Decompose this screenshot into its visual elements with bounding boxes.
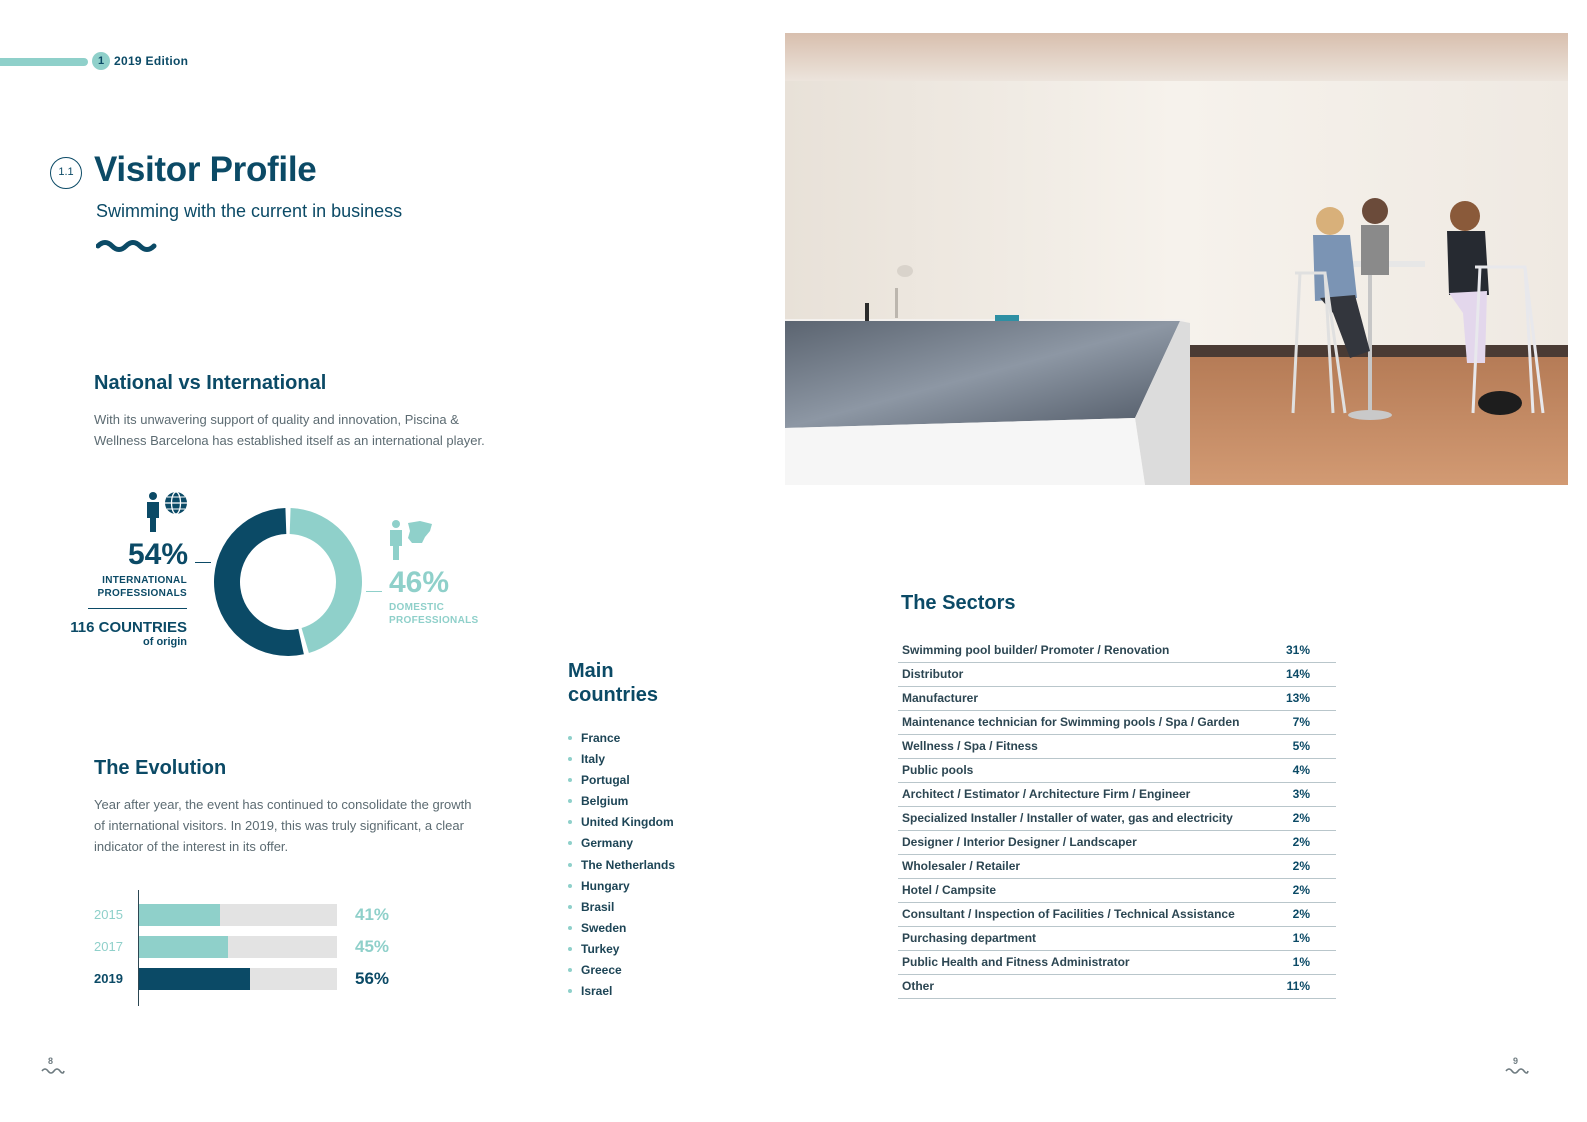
country-item <box>568 855 675 876</box>
bar-percent-label: 56% <box>355 969 390 988</box>
bar-year-label: 2019 <box>94 971 123 986</box>
country-item <box>568 728 675 749</box>
bar-fill <box>139 968 250 990</box>
sector-row <box>898 878 1336 902</box>
bullet-dot-icon <box>568 799 572 803</box>
bullet-dot-icon <box>568 947 572 951</box>
country-name: Hungary <box>581 878 630 893</box>
national-heading: National vs International <box>94 372 327 394</box>
edition-label: 2019 Edition <box>114 54 189 68</box>
wave-icon <box>96 237 158 253</box>
sector-value: 1% <box>1266 926 1336 950</box>
bullet-dot-icon <box>568 884 572 888</box>
sector-value: 2% <box>1266 830 1336 854</box>
bar-year-label: 2015 <box>94 907 123 922</box>
sector-value: 13% <box>1266 686 1336 710</box>
bar-percent-label: 41% <box>355 905 390 924</box>
country-item <box>568 876 675 897</box>
sector-name: Designer / Interior Designer / Landscaper <box>898 830 1266 854</box>
bar-track <box>139 968 337 990</box>
sector-name: Architect / Estimator / Architecture Firm / Engineer <box>898 782 1266 806</box>
evolution-heading: The Evolution <box>94 757 227 779</box>
sector-value: 2% <box>1266 902 1336 926</box>
domestic-percent: 46% <box>389 566 450 599</box>
sector-row <box>898 926 1336 950</box>
country-name: The Netherlands <box>581 857 676 872</box>
national-international-donut <box>212 506 364 658</box>
sector-row <box>898 974 1336 998</box>
country-name: Sweden <box>581 920 627 935</box>
sector-row <box>898 950 1336 974</box>
country-item <box>568 812 675 833</box>
footer-wave-icon-left <box>41 1066 65 1074</box>
sector-value: 14% <box>1266 662 1336 686</box>
sector-value: 2% <box>1266 854 1336 878</box>
country-name: Israel <box>581 984 613 999</box>
country-item <box>568 770 675 791</box>
international-percent: 54% <box>127 538 188 571</box>
sector-name: Hotel / Campsite <box>898 878 1266 902</box>
countries-sub: of origin <box>143 636 187 648</box>
bullet-dot-icon <box>568 736 572 740</box>
country-item <box>568 960 675 981</box>
sector-value: 7% <box>1266 710 1336 734</box>
sector-row <box>898 686 1336 710</box>
page-number-left: 8 <box>48 1056 54 1066</box>
countries-divider <box>88 608 187 609</box>
sector-value: 4% <box>1266 758 1336 782</box>
edition-number-badge: 1 <box>92 52 110 70</box>
event-photo <box>785 33 1568 485</box>
sector-value: 2% <box>1266 878 1336 902</box>
sector-row <box>898 902 1336 926</box>
main-countries-list <box>568 728 675 1002</box>
main-countries-heading: Main countries <box>568 660 659 706</box>
sector-name: Wellness / Spa / Fitness <box>898 734 1266 758</box>
sector-name: Manufacturer <box>898 686 1266 710</box>
sector-name: Purchasing department <box>898 926 1266 950</box>
sector-name: Consultant / Inspection of Facilities / Technical Assistance <box>898 902 1266 926</box>
bullet-dot-icon <box>568 968 572 972</box>
international-label: INTERNATIONAL PROFESSIONALS <box>97 575 187 599</box>
sectors-table <box>898 638 1336 999</box>
bullet-dot-icon <box>568 863 572 867</box>
sectors-heading: The Sectors <box>901 592 1016 614</box>
bullet-dot-icon <box>568 757 572 761</box>
bar-fill <box>139 904 220 926</box>
sector-row <box>898 830 1336 854</box>
country-item <box>568 918 675 939</box>
domestic-connector <box>366 591 382 592</box>
sector-value: 3% <box>1266 782 1336 806</box>
edition-accent-bar <box>0 58 88 66</box>
page-subtitle: Swimming with the current in business <box>96 201 403 221</box>
sector-row <box>898 806 1336 830</box>
domestic-label: DOMESTIC PROFESSIONALS <box>389 602 479 626</box>
sector-value: 2% <box>1266 806 1336 830</box>
bar-percent-label: 45% <box>355 937 390 956</box>
sector-name: Public Health and Fitness Administrator <box>898 950 1266 974</box>
bullet-dot-icon <box>568 778 572 782</box>
page-title: Visitor Profile <box>94 150 317 189</box>
page-number-right: 9 <box>1513 1056 1519 1066</box>
country-item <box>568 981 675 1002</box>
section-number-badge: 1.1 <box>50 157 82 189</box>
bullet-dot-icon <box>568 820 572 824</box>
sector-row <box>898 638 1336 662</box>
donut-segment-domestic <box>290 508 362 653</box>
sector-name: Other <box>898 974 1266 998</box>
sector-row <box>898 854 1336 878</box>
country-item <box>568 897 675 918</box>
country-name: Turkey <box>581 941 620 956</box>
sector-row <box>898 782 1336 806</box>
bar-year-label: 2017 <box>94 939 123 954</box>
sector-name: Wholesaler / Retailer <box>898 854 1266 878</box>
sector-value: 5% <box>1266 734 1336 758</box>
sector-row <box>898 758 1336 782</box>
bullet-dot-icon <box>568 926 572 930</box>
bullet-dot-icon <box>568 905 572 909</box>
sector-name: Public pools <box>898 758 1266 782</box>
country-item <box>568 833 675 854</box>
country-name: United Kingdom <box>581 815 674 830</box>
country-name: Brasil <box>581 899 615 914</box>
country-name: Belgium <box>581 794 629 809</box>
sector-value: 11% <box>1266 974 1336 998</box>
bar-fill <box>139 936 228 958</box>
sector-row <box>898 662 1336 686</box>
country-name: Germany <box>581 836 634 851</box>
sector-name: Specialized Installer / Installer of water, gas and electricity <box>898 806 1266 830</box>
international-connector <box>195 562 211 563</box>
bullet-dot-icon <box>568 989 572 993</box>
evolution-text: Year after year, the event has continued to consolidate the growth of international visitors. In 2019, this was truly significant, a clear indicator of the interest in its offer. <box>94 797 472 854</box>
sector-row <box>898 734 1336 758</box>
national-text: With its unwavering support of quality and innovation, Piscina & Wellness Barcelona has established itself as an international player. <box>94 412 485 448</box>
country-name: Greece <box>581 963 622 978</box>
sector-name: Distributor <box>898 662 1266 686</box>
sector-value: 31% <box>1266 638 1336 662</box>
sector-name: Swimming pool builder/ Promoter / Renovation <box>898 638 1266 662</box>
bar-track <box>139 904 337 926</box>
footer-wave-icon-right <box>1505 1066 1529 1074</box>
country-item <box>568 791 675 812</box>
country-name: France <box>581 731 621 745</box>
bar-track <box>139 936 337 958</box>
country-item <box>568 939 675 960</box>
countries-count: 116 COUNTRIES <box>70 619 187 636</box>
domestic-person-map-icon <box>388 519 436 561</box>
sector-value: 1% <box>1266 950 1336 974</box>
sector-name: Maintenance technician for Swimming pools / Spa / Garden <box>898 710 1266 734</box>
country-item <box>568 749 675 770</box>
international-person-globe-icon <box>144 490 190 534</box>
bullet-dot-icon <box>568 841 572 845</box>
country-name: Portugal <box>581 773 630 788</box>
country-name: Italy <box>581 752 606 767</box>
sector-row <box>898 710 1336 734</box>
